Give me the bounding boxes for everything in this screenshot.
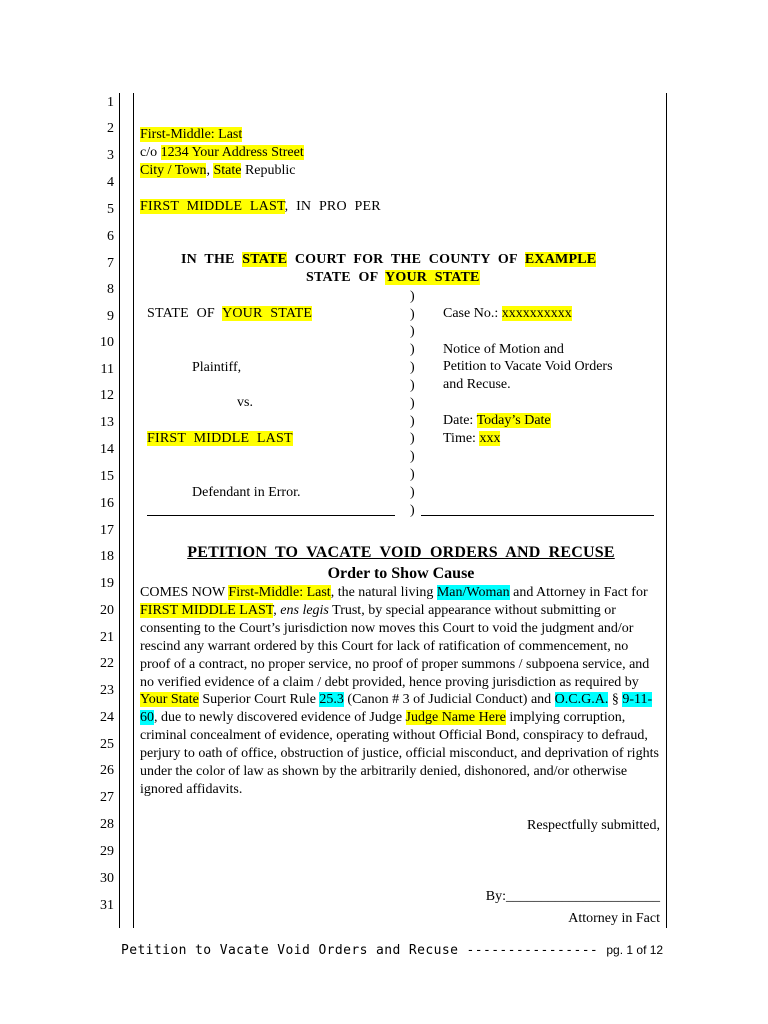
caption-paren: ) [410,396,415,411]
care-of-prefix: c/o [140,145,161,160]
signature-line: By:______________________ [485,889,660,904]
line-number: 31 [100,898,114,913]
date-label: Date: [443,413,477,428]
party-name: FIRST MIDDLE LAST [140,199,285,214]
line-number: 12 [100,388,114,403]
line-number: 2 [107,121,114,136]
comma: , [206,163,214,178]
line-number: 25 [100,737,114,752]
line-number: 14 [100,442,114,457]
line-number: 17 [100,523,114,538]
defendant-name-text: FIRST MIDDLE LAST [147,431,293,446]
line-number: 13 [100,415,114,430]
respectfully-submitted: Respectfully submitted, [527,818,660,833]
right-margin-rule [666,93,667,928]
date-value: Today’s Date [476,413,551,428]
pro-per-text: , IN PRO PER [284,199,381,214]
caption-paren: ) [410,378,415,393]
gender-placeholder: Man/Woman [436,585,510,600]
line-number: 27 [100,790,114,805]
your-state-inline: Your State [140,692,199,708]
line-number: 16 [100,496,114,511]
body-text: Superior Court Rule [198,692,320,708]
body-text: and Attorney in Fact for [509,585,648,600]
caption-paren: ) [410,449,415,464]
line-number: 23 [100,683,114,698]
time-value: xxx [479,431,501,446]
attorney-in-fact-label: Attorney in Fact [568,911,660,926]
case-number: xxxxxxxxxx [501,306,572,321]
caption-paren: ) [410,324,415,339]
left-margin-rule-inner [133,93,134,928]
body-text: (Canon # 3 of Judicial Conduct) and [343,692,555,708]
time-label: Time: [443,431,480,446]
court-text: COURT FOR THE COUNTY OF [287,252,525,267]
judge-name: Judge Name Here [405,710,506,726]
party-name-inline: FIRST MIDDLE LAST [140,602,274,618]
caption-paren: ) [410,307,415,322]
rule-number: 25.3 [319,692,344,708]
caption-left-underline [147,515,395,516]
caption-paren: ) [410,360,415,375]
line-number: 11 [100,362,114,377]
line-number: 21 [100,630,114,645]
notice-line-1: Notice of Motion and [443,342,564,357]
line-number: 24 [100,710,114,725]
caption-paren: ) [410,503,415,518]
plaintiff-name [147,305,312,322]
document-subtitle: Order to Show Cause [327,565,475,582]
line-number: 1 [107,95,114,110]
line-number: 18 [100,549,114,564]
defendant-label: Defendant in Error. [192,485,301,500]
footer-title: Petition to Vacate Void Orders and Recuse ---------------- [121,943,607,958]
body-text: implying corruption, criminal concealment of evidence, operating without Official Bond, conspiracy to defraud, perjury to oath of office, obstruction of justice, official misconduct, and deprivation of rights under the color of law as shown by the arbitrarily denied, dishonored, and/or otherwise ignored affidavits. [140,710,659,797]
ocga-text: O.C.G.A. [554,692,609,708]
city-text: City / Town [140,163,207,178]
line-number: 10 [100,335,114,350]
hearing-time [443,430,500,447]
body-text: , [273,602,281,618]
plaintiff-label: Plaintiff, [192,360,242,375]
line-number: 30 [100,871,114,886]
hearing-date [443,412,551,429]
court-text: IN THE [181,252,243,267]
body-text: Trust, by special appearance without submitting or consenting to the Court’s jurisdiction now moves this Court to void the judgment and/or rescind any warrant ordered by this Court for lack of ratification of commencement, no proof of a contract, no proper service, no proof of proper summons / subpoena service, and no verified evidence of a claim / debt provided, hence proving jurisdiction as required by [140,602,650,690]
ens-legis-text: ens legis [280,602,329,618]
filer-address [140,144,304,161]
line-number: 19 [100,576,114,591]
notice-line-3: and Recuse. [443,377,511,392]
notice-line-2: Petition to Vacate Void Orders [443,359,613,374]
line-number: 20 [100,603,114,618]
court-county: EXAMPLE [524,252,597,267]
court-heading-line1 [181,251,596,268]
caption-paren: ) [410,342,415,357]
line-number: 5 [107,202,114,217]
defendant-name [147,430,293,447]
page-footer [121,943,663,958]
filer-party-line [140,198,381,215]
caption-paren: ) [410,467,415,482]
document-title: PETITION TO VACATE VOID ORDERS AND RECUSE [187,544,615,561]
petition-body [140,584,662,799]
line-number: 29 [100,844,114,859]
versus-label: vs. [237,395,253,410]
state-text: State [213,163,242,178]
republic-text: Republic [241,163,296,178]
court-state-name: YOUR STATE [385,270,480,285]
body-text: , due to newly discovered evidence of Judge [154,710,406,726]
caption-paren: ) [410,289,415,304]
body-text: § [608,692,623,708]
line-number: 3 [107,148,114,163]
filer-name-text: First-Middle: Last [140,127,243,142]
caption-right-underline [421,515,654,516]
caption-paren: ) [410,485,415,500]
page-number: pg. 1 of 12 [606,943,664,957]
court-text: STATE OF [306,270,386,285]
line-number: 6 [107,229,114,244]
line-number: 9 [107,309,114,324]
line-number: 15 [100,469,114,484]
filer-city-state [140,162,296,179]
line-number: 28 [100,817,114,832]
petitioner-name: First-Middle: Last [228,585,331,600]
statute-section: 9-11-60 [140,692,653,726]
case-number-line [443,305,572,322]
line-number: 22 [100,656,114,671]
case-label: Case No.: [443,306,502,321]
plaintiff-prefix: STATE OF [147,306,223,321]
body-text: COMES NOW [140,585,229,600]
line-number: 26 [100,763,114,778]
plaintiff-state: YOUR STATE [222,306,313,321]
street-address: 1234 Your Address Street [160,145,304,160]
filer-name [140,126,242,143]
left-margin-rule-outer [119,93,120,928]
court-state: STATE [242,252,288,267]
caption-paren: ) [410,414,415,429]
body-text: , the natural living [330,585,437,600]
court-heading-line2 [306,269,480,286]
caption-paren: ) [410,431,415,446]
line-number: 4 [107,175,114,190]
line-number: 8 [107,282,114,297]
line-number: 7 [107,256,114,271]
